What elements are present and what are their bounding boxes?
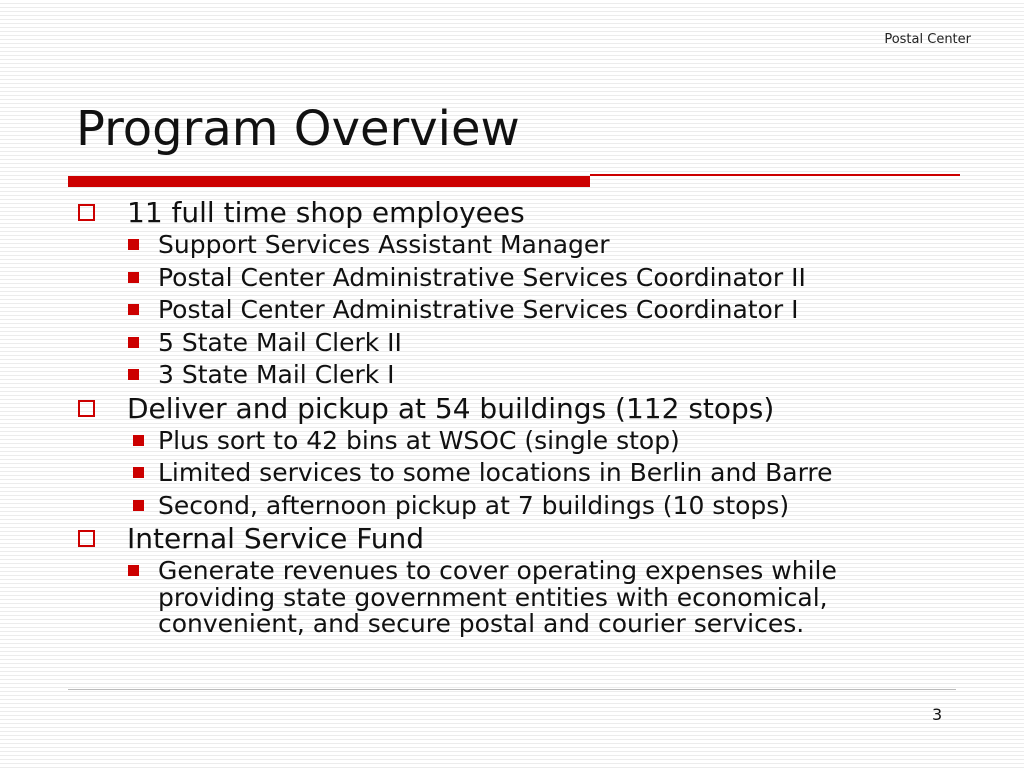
bullet-level1 [76,392,976,425]
bullet-level2 [76,262,976,295]
hollow-square-bullet-icon [78,204,95,221]
filled-square-bullet-icon [133,435,144,446]
bullet-level1 [76,196,976,229]
filled-square-bullet-icon [128,272,139,283]
bullet-level2 [76,359,976,392]
slide-content [76,196,976,638]
bullet-level2 [76,327,976,360]
hollow-square-bullet-icon [78,530,95,547]
bullet-level1 [76,522,976,555]
bullet-text: 11 full time shop employees [127,196,525,229]
title-rule-thick [68,176,590,187]
filled-square-bullet-icon [128,565,139,576]
bullet-text: Deliver and pickup at 54 buildings (112 stops) [127,391,775,425]
bullet-text: Postal Center Administrative Services Coordinator I [158,295,799,324]
bullet-text: Support Services Assistant Manager [158,230,610,259]
filled-square-bullet-icon [133,500,144,511]
bullet-level2 [76,229,976,262]
bullet-text: Internal Service Fund [127,522,425,555]
bullet-level2 [76,490,976,523]
filled-square-bullet-icon [128,304,139,315]
filled-square-bullet-icon [128,239,139,250]
bullet-text: Plus sort to 42 bins at WSOC (single stop) [158,425,680,455]
filled-square-bullet-icon [128,337,139,348]
bullet-level2 [76,457,976,490]
bullet-text: 3 State Mail Clerk I [158,360,395,389]
header-label: Postal Center [884,32,971,47]
filled-square-bullet-icon [133,467,144,478]
bullet-level2 [76,425,976,458]
slide-title: Program Overview [76,101,520,157]
title-rule-thin [590,174,960,176]
page-number: 3 [932,705,943,724]
filled-square-bullet-icon [128,369,139,380]
footer-rule [68,689,956,690]
bullet-text: Limited services to some locations in Berlin and Barre [158,458,833,487]
bullet-text: Second, afternoon pickup at 7 buildings (10 stops) [158,490,790,520]
bullet-text: 5 State Mail Clerk II [158,327,402,357]
bullet-level2 [76,294,976,327]
hollow-square-bullet-icon [78,400,95,417]
bullet-level2 [76,555,938,638]
bullet-text: Generate revenues to cover operating expenses while providing state government entities with economical, convenient, and secure postal and courier services. [158,556,837,638]
bullet-text: Postal Center Administrative Services Coordinator II [158,262,806,292]
